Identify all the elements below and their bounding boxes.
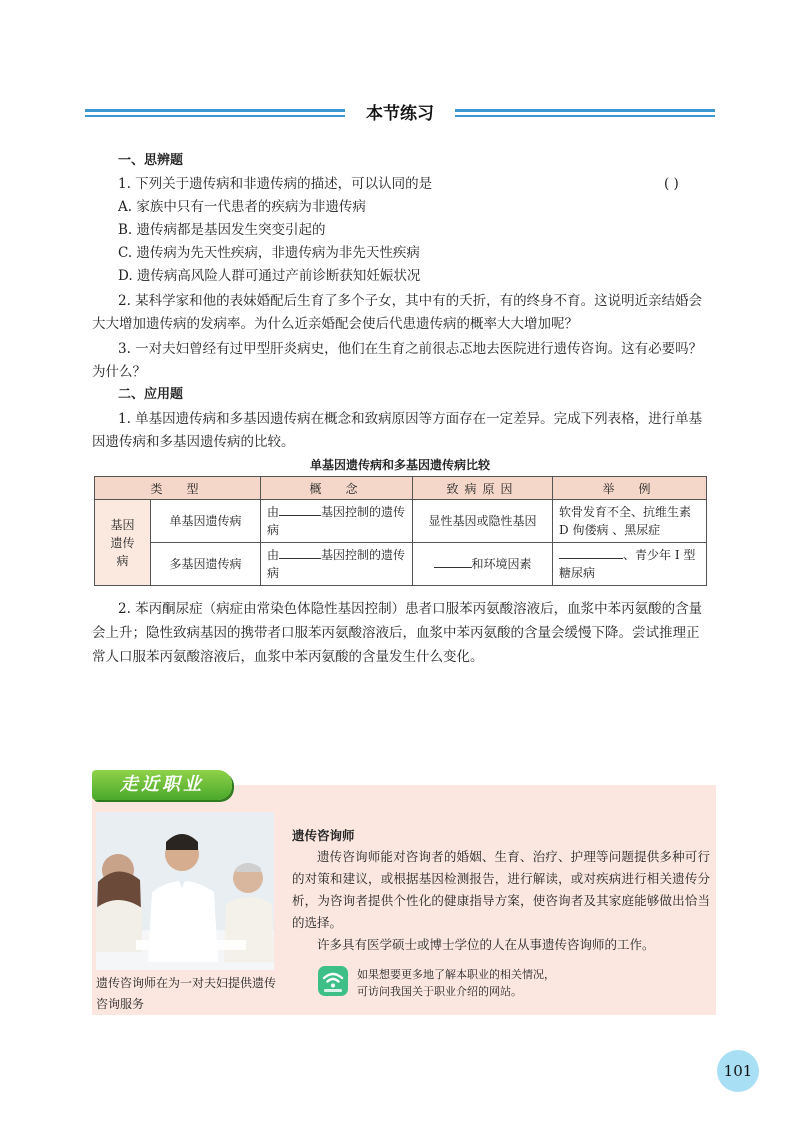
option-d: D. 遗传病高风险人群可通过产前诊断获知妊娠状况	[118, 268, 421, 284]
option-b: B. 遗传病都是基因发生突变引起的	[118, 222, 326, 238]
wifi-icon	[318, 966, 348, 996]
group-label: 基因遗传病	[95, 500, 151, 586]
option-c: C. 遗传病为先天性疾病，非遗传病为非先天性疾病	[118, 245, 420, 261]
option-a: A. 家族中只有一代患者的疾病为非遗传病	[118, 199, 366, 215]
row-type: 单基因遗传病	[151, 500, 261, 543]
question-3: 3. 一对夫妇曾经有过甲型肝炎病史，他们在生育之前很忐忑地去医院进行遗传咨询。这有必要吗？为什么？	[92, 341, 703, 380]
tip-line-2: 可访问我国关于职业介绍的网站。	[357, 985, 522, 998]
comparison-table	[94, 476, 707, 586]
photo-caption: 遗传咨询师在为一对夫妇提供遗传咨询服务	[96, 976, 277, 1011]
header-type: 类 型	[95, 477, 261, 500]
section-title: 本节练习	[345, 100, 455, 128]
application-question-1: 1. 单基因遗传病和多基因遗传病在概念和致病原因等方面存在一定差异。完成下列表格，进行单基因遗传病和多基因遗传病的比较。	[92, 411, 703, 450]
table-title: 单基因遗传病和多基因遗传病比较	[309, 458, 490, 472]
application-question-2: 2. 苯丙酮尿症（病症由常染色体隐性基因控制）患者口服苯丙氨酸溶液后，血浆中苯丙氨酸的含量会上升；隐性致病基因的携带者口服苯丙氨酸溶液后，血浆中苯丙氨酸的含量会缓慢下降。尝试推理正常人口服苯丙氨酸溶液后，血浆中苯丙氨酸的含量发生什么变化。	[92, 601, 703, 665]
tip-line-1: 如果想要更多地了解本职业的相关情况，	[357, 968, 555, 981]
section-heading-1: 一、思辨题	[118, 153, 184, 168]
career-title: 遗传咨询师	[292, 828, 355, 843]
table-header-row	[95, 477, 707, 500]
question-1-stem: 1. 下列关于遗传病和非遗传病的描述，可以认同的是	[118, 176, 433, 192]
answer-bracket: ( )	[664, 176, 679, 192]
row-type: 多基因遗传病	[151, 543, 261, 586]
table-row	[95, 543, 707, 586]
consultation-photo	[96, 812, 274, 970]
header-concept: 概 念	[261, 477, 413, 500]
header-example: 举 例	[553, 477, 707, 500]
row-concept: 由 基因控制的遗传病	[261, 500, 413, 543]
row-cause: 显性基因或隐性基因	[413, 500, 553, 543]
career-tip	[357, 966, 555, 1000]
row-example: 软骨发育不全、抗维生素 D 佝偻病 、黑尿症	[553, 500, 707, 543]
section-heading-2: 二、应用题	[118, 387, 184, 402]
career-note: 许多具有医学硕士或博士学位的人在从事遗传咨询师的工作。	[317, 937, 655, 952]
table-row	[95, 500, 707, 543]
page-number: 101	[717, 1050, 759, 1092]
career-tag: 走近职业	[92, 770, 232, 800]
career-description: 遗传咨询师能对咨询者的婚姻、生育、治疗、护理等问题提供多种可行的对策和建议，或根据基因检测报告，进行解读，或对疾病进行相关遗传分析，为咨询者提供个性化的健康指导方案，使咨询者及其家庭能够做出恰当的选择。	[292, 849, 710, 930]
header-cause: 致病原因	[413, 477, 553, 500]
row-cause: 和环境因素	[413, 543, 553, 586]
question-2: 2. 某科学家和他的表妹婚配后生育了多个子女，其中有的夭折，有的终身不育。这说明近亲结婚会大大增加遗传病的发病率。为什么近亲婚配会使后代患遗传病的概率大大增加呢？	[92, 293, 703, 332]
row-concept: 由 基因控制的遗传病	[261, 543, 413, 586]
row-example: 、青少年 Ⅰ 型糖尿病	[553, 543, 707, 586]
